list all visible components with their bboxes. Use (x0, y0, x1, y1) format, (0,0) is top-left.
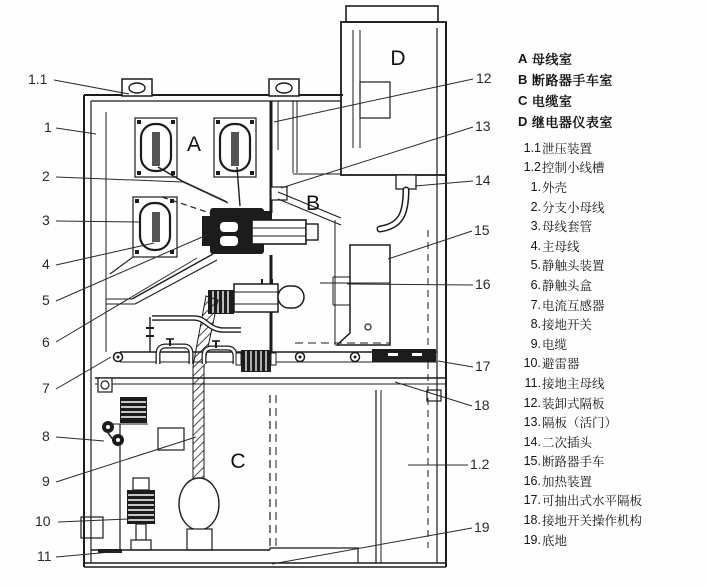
callout-18: 18 (474, 397, 490, 413)
legend-row-A (518, 48, 704, 69)
compartment-letters (187, 47, 406, 473)
secondary-plug-duct (380, 175, 416, 229)
legend-item-9: 9. 电缆 (530, 336, 568, 352)
callout-19: 19 (474, 519, 490, 535)
legend (518, 48, 704, 549)
callout-15: 15 (474, 222, 490, 238)
legend-item-6: 6. 静触头盒 (530, 277, 593, 293)
cable-termination (179, 478, 219, 550)
surge-arrester (127, 478, 155, 550)
legend-item-10: 10. 避雷器 (523, 356, 580, 372)
legend-item-19: 19. 底地 (523, 532, 568, 548)
legend-key-A: A (518, 51, 528, 66)
callout-16: 16 (475, 276, 491, 292)
breaker-trolley (295, 245, 390, 345)
legend-item-17: 17. 可抽出式水平隔板 (523, 493, 643, 509)
legend-item-16: 16. 加热装置 (523, 473, 593, 489)
callout-8: 8 (42, 428, 50, 444)
callout-13: 13 (475, 118, 491, 134)
legend-item-3: 3. 母线套管 (530, 219, 593, 235)
legend-item-15: 15. 断路器手车 (523, 454, 605, 470)
callout-10: 10 (35, 513, 51, 529)
relay-instrument-compartment (341, 6, 446, 175)
legend-item-12: 12. 装卸式隔板 (523, 395, 605, 411)
legend-item-11: 11. 接地主母线 (524, 375, 605, 391)
callout-11: 11 (37, 548, 52, 564)
callout-1-2: 1.2 (470, 456, 490, 472)
callout-3: 3 (42, 212, 50, 228)
legend-item-4: 4. 主母线 (530, 238, 580, 254)
lower-contact-assembly (208, 279, 304, 314)
legend-items (518, 138, 704, 549)
legend-row-B (518, 69, 704, 90)
legend-key-C: C (518, 93, 528, 108)
compartment-c-label: C (230, 450, 246, 473)
legend-label-C: 电缆室 (531, 94, 573, 109)
legend-item-18: 18. 接地开关操作机构 (523, 513, 643, 529)
legend-item-7: 7. 电流互感器 (530, 297, 605, 313)
compartment-b-label: B (305, 192, 321, 215)
static-contact-assembly (202, 208, 318, 254)
legend-item-8: 8. 接地开关 (530, 317, 593, 333)
legend-item-2: 2. 分支小母线 (530, 199, 605, 215)
legend-row-D (518, 111, 704, 132)
conductor-tubes (146, 317, 241, 364)
legend-item-1-1: 1.1 泄压装置 (523, 140, 593, 156)
leader-lines (54, 79, 473, 564)
callout-1: 1 (44, 119, 52, 135)
callout-5: 5 (42, 292, 50, 308)
callout-17: 17 (475, 358, 491, 374)
callout-9: 9 (42, 473, 50, 489)
legend-item-14: 14. 二次插头 (523, 434, 593, 450)
callout-14: 14 (475, 172, 491, 188)
callout-12: 12 (476, 70, 492, 86)
callout-2: 2 (42, 168, 50, 184)
legend-label-B: 断路器手车室 (531, 73, 613, 88)
lifting-lugs (122, 79, 299, 96)
legend-item-5: 5. 静触头装置 (530, 258, 605, 274)
compartment-a-label: A (186, 133, 202, 156)
legend-item-1: 1. 外壳 (530, 179, 568, 195)
legend-key-D: D (518, 114, 528, 129)
compartment-d-label: D (390, 47, 406, 70)
legend-row-C (518, 90, 704, 111)
callout-4: 4 (42, 256, 50, 272)
legend-label-D: 继电器仪表室 (531, 115, 613, 130)
legend-label-A: 母线室 (531, 52, 573, 67)
legend-item-13: 13. 隔板（活门） (523, 415, 618, 431)
callout-6: 6 (42, 334, 50, 350)
callout-1-1: 1.1 (28, 71, 48, 87)
legend-key-B: B (518, 72, 528, 87)
current-transformer (236, 350, 276, 372)
callout-7: 7 (42, 380, 50, 396)
legend-item-1-2: 1.2 控制小线槽 (523, 160, 605, 176)
